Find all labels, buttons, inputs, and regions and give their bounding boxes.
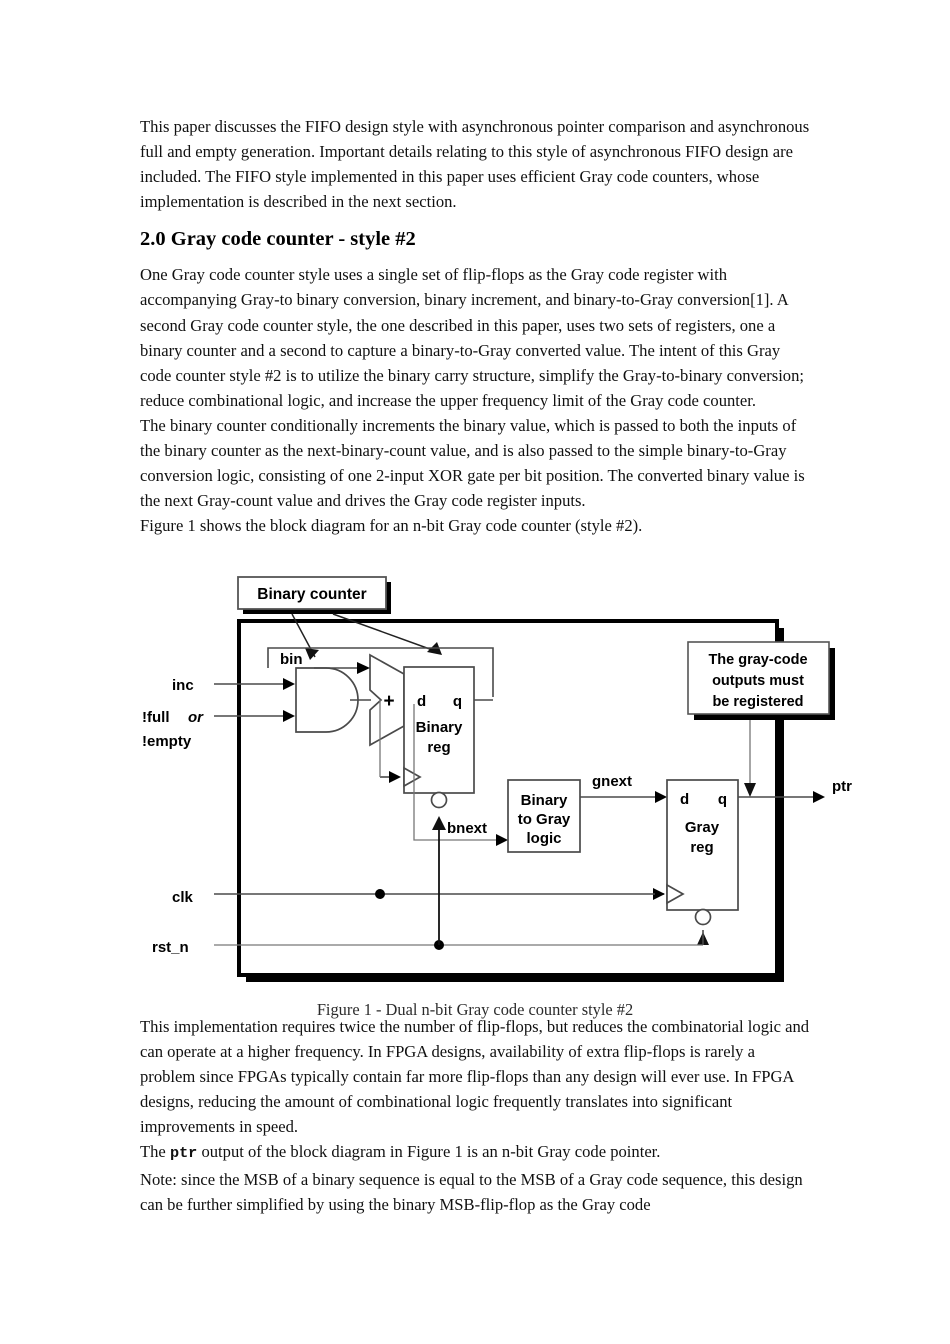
input-label-or: or — [188, 709, 203, 726]
binary-reg-port-d: d — [417, 693, 427, 710]
input-label-not-empty: !empty — [142, 733, 192, 750]
b2g-label-line2: to Gray — [517, 811, 571, 828]
paragraph-body-2: The binary counter conditionally increments the binary value, which is passed to both the inputs of the binary counter as the next-binary-count value, and is also passed to the simple binary-to-Gray conversion logic, consisting of one 2-input XOR gate per bit position. The converted binary value is the next Gray-count value and drives the Gray code register inputs. — [140, 415, 805, 511]
body-5-pre: The — [140, 1142, 170, 1162]
gray-reg-port-q: q — [717, 791, 727, 808]
section-heading: 2.0 Gray code counter - style #2 — [140, 228, 416, 251]
binary-reg-port-q: q — [452, 693, 462, 710]
adder-plus-symbol: + — [383, 691, 395, 712]
paragraph-body-5 — [140, 1139, 812, 1166]
paragraph-body-4: This implementation requires twice the number of flip-flops, but reduces the combinatorial logic and can operate at a higher frequency. In FPGA designs, availability of extra flip-flops is rarely a problem since FPGAs typically contain far more flip-flops than any design will ever use. In FPGA designs, reducing the amount of combinational logic frequently translates into significant improvements in speed. — [140, 1017, 810, 1137]
document-body-bottom — [140, 1014, 812, 1217]
input-label-rst-n: rst_n — [152, 939, 189, 956]
wire-ptr-arrow — [813, 791, 825, 803]
binary-reg-label-line1: Binary — [415, 719, 463, 736]
gray-reg-reset-bubble — [696, 910, 711, 925]
signal-label-bnext-mid: bnext — [447, 820, 488, 837]
gray-reg-label-line1: Gray — [684, 819, 720, 836]
binary-reg-reset-bubble — [432, 793, 447, 808]
inline-code-ptr: ptr — [169, 1144, 198, 1163]
input-label-clk: clk — [172, 889, 193, 906]
output-label-ptr: ptr — [832, 778, 852, 795]
b2g-label-line3: logic — [526, 830, 562, 847]
binary-reg-label-line2: reg — [427, 739, 451, 756]
gray-note-line-2: outputs must — [712, 673, 804, 689]
clk-junction-dot — [375, 889, 385, 899]
document-body-top — [140, 114, 812, 538]
gray-note-line-3: be registered — [712, 694, 804, 710]
gray-reg-label-line2: reg — [690, 839, 714, 856]
input-label-not-full: !full — [142, 709, 170, 726]
paragraph-body-1: One Gray code counter style uses a single set of flip-flops as the Gray code register with accompanying Gray-to binary conversion, binary increment, and binary-to-Gray conversion[1]. A second Gray code counter style, the one described in this paper, uses two sets of registers, one a binary counter and a second to capture a binary-to-Gray converted value. The intent of this Gray code counter style #2 is to utilize the binary carry structure, simplify the Gray-to-binary conversion; reduce combinational logic, and increase the upper frequency limit of the Gray code counter. — [140, 265, 805, 410]
figure-1-block-diagram — [0, 560, 950, 1020]
figure-caption: Figure 1 - Dual n-bit Gray code counter style #2 — [316, 1000, 634, 1019]
binary-counter-callout-label: Binary counter — [257, 586, 367, 603]
input-label-inc: inc — [172, 677, 194, 694]
signal-label-bin: bin — [280, 651, 303, 668]
gray-reg-port-d: d — [680, 791, 690, 808]
paragraph-body-6: Note: since the MSB of a binary sequence is equal to the MSB of a Gray code sequence, this design can be further simplified by using the binary MSB-flip-flop as the Gray code — [140, 1169, 803, 1214]
gray-note-line-1: The gray-code — [708, 652, 808, 668]
and-gate — [296, 668, 358, 732]
paragraph-intro: This paper discusses the FIFO design style with asynchronous pointer comparison and asynchronous full and empty generation. Important details relating to this style of asynchronous FIFO design are included. The FIFO style implemented in this paper uses efficient Gray code counters, whose implementation is described in the next section. — [140, 117, 810, 212]
paragraph-body-3: Figure 1 shows the block diagram for an n-bit Gray code counter (style #2). — [140, 516, 643, 536]
body-5-post: output of the block diagram in Figure 1 is an n-bit Gray code pointer. — [197, 1142, 661, 1162]
b2g-label-line1: Binary — [520, 792, 568, 809]
signal-label-gnext: gnext — [592, 773, 633, 790]
